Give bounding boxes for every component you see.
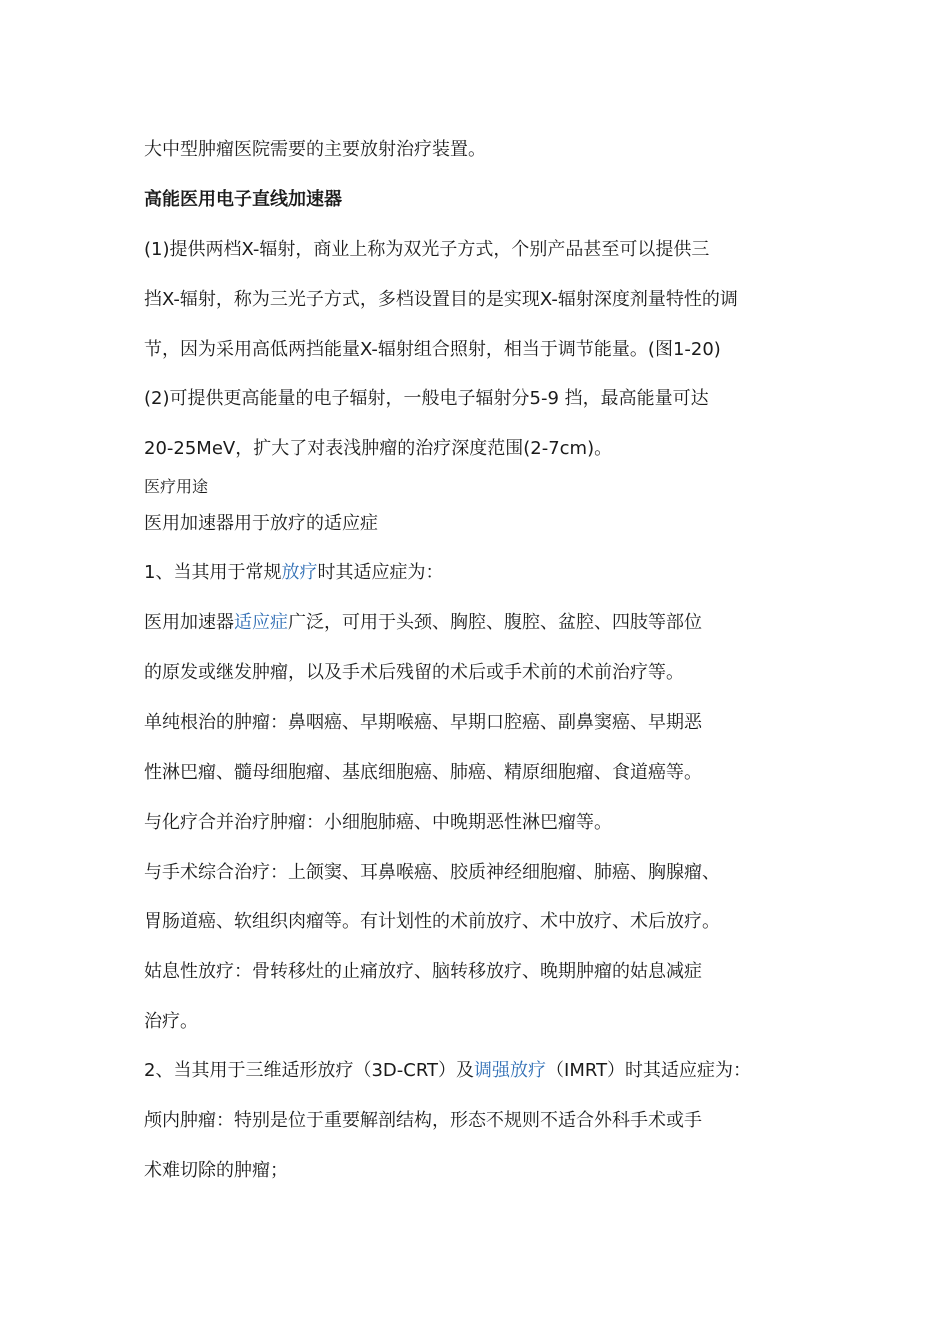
paragraph-line: (1)提供两档X-辐射，商业上称为双光子方式，个别产品甚至可以提供三: [144, 239, 710, 260]
paragraph-line: 颅内肿瘤：特别是位于重要解剖结构，形态不规则不适合外科手术或手: [144, 1110, 702, 1131]
text-segment: 时其适应症为：: [317, 562, 444, 583]
paragraph-line: 与化疗合并治疗肿瘤：小细胞肺癌、中晚期恶性淋巴瘤等。: [144, 812, 612, 833]
paragraph-line: 挡X-辐射，称为三光子方式，多档设置目的是实现X-辐射深度剂量特性的调: [144, 289, 738, 310]
link-indications[interactable]: 适应症: [234, 612, 288, 633]
paragraph-line: 术难切除的肿瘤；: [144, 1160, 288, 1181]
paragraph-line-with-link: [144, 611, 702, 635]
paragraph-line: 胃肠道癌、软组织肉瘤等。有计划性的术前放疗、术中放疗、术后放疗。: [144, 911, 720, 932]
text-segment: 广泛，可用于头颈、胸腔、腹腔、盆腔、四肢等部位: [288, 612, 702, 633]
paragraph-line: 姑息性放疗：骨转移灶的止痛放疗、脑转移放疗、晚期肿瘤的姑息减症: [144, 961, 702, 982]
text-segment: （IMRT）时其适应症为：: [546, 1060, 752, 1081]
paragraph-line-with-link: [144, 561, 443, 585]
paragraph-line: 与手术综合治疗：上颌窦、耳鼻喉癌、胶质神经细胞瘤、肺癌、胸腺瘤、: [144, 862, 720, 883]
link-imrt[interactable]: 调强放疗: [474, 1060, 547, 1081]
paragraph-line: (2)可提供更高能量的电子辐射，一般电子辐射分5-9 挡，最高能量可达: [144, 388, 709, 409]
link-radiotherapy[interactable]: 放疗: [281, 562, 318, 583]
paragraph-line: 节，因为采用高低两挡能量X-辐射组合照射，相当于调节能量。(图1-20): [144, 339, 721, 360]
paragraph-line: 治疗。: [144, 1011, 198, 1032]
paragraph-line: 单纯根治的肿瘤：鼻咽癌、早期喉癌、早期口腔癌、副鼻窦癌、早期恶: [144, 712, 702, 733]
section-heading: 高能医用电子直线加速器: [144, 189, 342, 210]
text-segment: 2、当其用于三维适形放疗（3D-CRT）及: [144, 1060, 475, 1081]
paragraph-line: 大中型肿瘤医院需要的主要放射治疗装置。: [144, 139, 486, 160]
paragraph-line: 的原发或继发肿瘤，以及手术后残留的术后或手术前的术前治疗等。: [144, 662, 684, 683]
paragraph-line-with-link: [144, 1059, 751, 1083]
text-segment: 医用加速器: [144, 612, 234, 633]
subsection-label: 医疗用途: [144, 477, 209, 496]
paragraph-line: 医用加速器用于放疗的适应症: [144, 513, 378, 534]
paragraph-line: 20-25MeV，扩大了对表浅肿瘤的治疗深度范围(2-7cm)。: [144, 438, 613, 459]
paragraph-line: 性淋巴瘤、髓母细胞瘤、基底细胞癌、肺癌、精原细胞瘤、食道癌等。: [144, 762, 702, 783]
text-segment: 1、当其用于常规: [144, 562, 282, 583]
